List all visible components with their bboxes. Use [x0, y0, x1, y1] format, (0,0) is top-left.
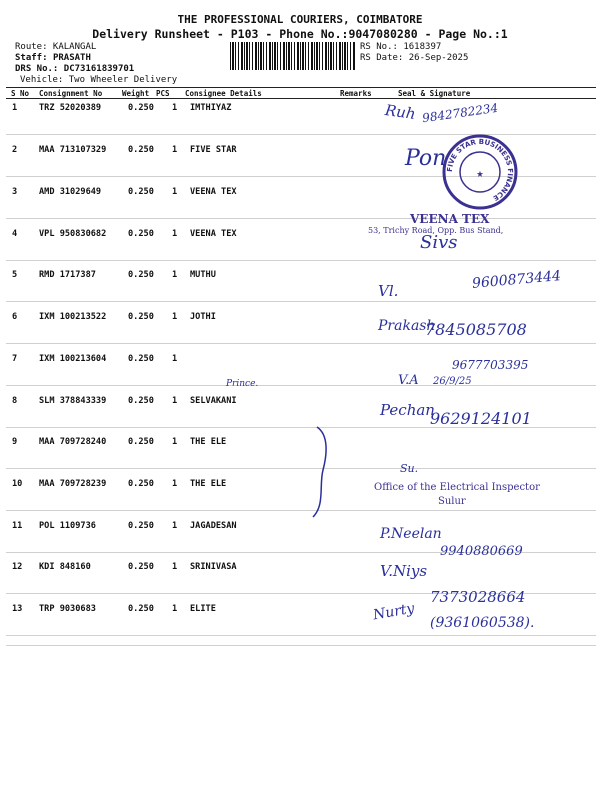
- row-sno: 11: [12, 521, 23, 531]
- handwritten-prince: Prince.: [226, 379, 259, 389]
- row-pcs: 1: [172, 396, 178, 406]
- signature-8: Pechan: [380, 401, 435, 419]
- row-weight: 0.250: [128, 562, 154, 572]
- row-sno: 3: [12, 187, 18, 197]
- row-pcs: 1: [172, 103, 178, 113]
- staff-label: Staff:: [15, 53, 48, 63]
- signature-2: Pon: [405, 146, 447, 171]
- row-sno: 7: [12, 354, 18, 364]
- row-sno: 10: [12, 479, 23, 489]
- row-consignment: MAA 709728239: [39, 479, 107, 489]
- col-seal: Seal & Signature: [398, 89, 471, 98]
- row-divider: [6, 510, 596, 511]
- row-divider: [6, 301, 596, 302]
- row-consignee: VEENA TEX: [190, 187, 237, 197]
- row-weight: 0.250: [128, 312, 154, 322]
- row-weight: 0.250: [128, 396, 154, 406]
- row-sno: 8: [12, 396, 18, 406]
- signature-13: Nurty: [371, 600, 416, 624]
- row-weight: 0.250: [128, 229, 154, 239]
- row-consignment: POL 1109736: [39, 521, 96, 531]
- row-pcs: 1: [172, 270, 178, 280]
- col-pcs: PCS: [156, 89, 170, 98]
- row-consignee: VEENA TEX: [190, 229, 237, 239]
- row-pcs: 1: [172, 354, 178, 364]
- row-consignee: ELITE: [190, 604, 216, 614]
- col-weight: Weight: [122, 89, 150, 98]
- table-row: [0, 437, 600, 478]
- signature-4: Sivs: [420, 232, 458, 253]
- row-divider: [6, 468, 596, 469]
- signature-7: V.A: [398, 373, 419, 388]
- handwritten-phone-11: 9940880669: [440, 544, 523, 559]
- row-pcs: 1: [172, 437, 178, 447]
- electrical-inspector-stamp: Office of the Electrical Inspector: [374, 482, 540, 493]
- handwritten-phone-5: 9600873444: [471, 268, 562, 292]
- row-consignee: FIVE STAR: [190, 145, 237, 155]
- row-consignment: VPL 950830682: [39, 229, 107, 239]
- row-pcs: 1: [172, 479, 178, 489]
- row-consignment: MAA 713107329: [39, 145, 107, 155]
- row-consignment: AMD 31029649: [39, 187, 102, 197]
- row-pcs: 1: [172, 604, 178, 614]
- row-consignment: IXM 100213604: [39, 354, 107, 364]
- handwritten-phone-1: 9842782234: [421, 100, 499, 126]
- electrical-inspector-place: Sulur: [438, 496, 466, 507]
- row-consignee: SRINIVASA: [190, 562, 237, 572]
- drs-line: [15, 64, 134, 74]
- col-remarks: Remarks: [340, 89, 372, 98]
- row-pcs: 1: [172, 312, 178, 322]
- drs-label: DRS No.:: [15, 64, 59, 74]
- row-consignment: MAA 709728240: [39, 437, 107, 447]
- row-sno: 6: [12, 312, 18, 322]
- row-sno: 9: [12, 437, 18, 447]
- row-consignee: THE ELE: [190, 479, 227, 489]
- row-weight: 0.250: [128, 103, 154, 113]
- row-sno: 4: [12, 229, 18, 239]
- row-consignee: JAGADESAN: [190, 521, 237, 531]
- signature-5: Vl.: [378, 282, 399, 300]
- handwritten-phone-6: 7845085708: [425, 320, 527, 339]
- handwritten-phone-7: 9677703395: [452, 358, 529, 372]
- row-pcs: 1: [172, 229, 178, 239]
- rs-date: RS Date: 26-Sep-2025: [360, 53, 469, 63]
- signature-11: P.Neelan: [380, 526, 442, 542]
- row-consignee: SELVAKANI: [190, 396, 237, 406]
- row-consignment: TRZ 52020389: [39, 103, 102, 113]
- row-divider: [6, 635, 596, 636]
- row-divider: [6, 385, 596, 386]
- row-divider: [6, 218, 596, 219]
- handwritten-phone-8: 9629124101: [430, 409, 532, 428]
- row-pcs: 1: [172, 562, 178, 572]
- row-weight: 0.250: [128, 479, 154, 489]
- col-consignment: Consignment No: [39, 89, 103, 98]
- row-consignment: IXM 100213522: [39, 312, 107, 322]
- table-bottom-rule: [6, 645, 596, 646]
- signature-10: Su.: [400, 462, 419, 475]
- staff-name: PRASATH: [52, 53, 91, 63]
- row-sno: 5: [12, 270, 18, 280]
- row-consignment: TRP 9030683: [39, 604, 96, 614]
- row-weight: 0.250: [128, 437, 154, 447]
- drs-number: DC73161839701: [63, 64, 135, 74]
- barcode-image: [230, 42, 356, 70]
- col-consignee: Consignee Details: [185, 89, 262, 98]
- row-sno: 12: [12, 562, 23, 572]
- vehicle-label: Vehicle: Two Wheeler Delivery: [20, 75, 178, 85]
- row-weight: 0.250: [128, 145, 154, 155]
- rs-number: RS No.: 1618397: [360, 42, 442, 52]
- row-sno: 1: [12, 103, 18, 113]
- row-weight: 0.250: [128, 187, 154, 197]
- handwritten-phone-12: 7373028664: [430, 588, 526, 606]
- row-consignee: MUTHU: [190, 270, 216, 280]
- row-consignee: IMTHIYAZ: [190, 103, 232, 113]
- veena-tex-stamp-address: 53, Trichy Road, Opp. Bus Stand,: [368, 226, 504, 235]
- company-title: THE PROFESSIONAL COURIERS, COIMBATORE: [177, 13, 423, 26]
- veena-tex-stamp-title: VEENA TEX: [410, 212, 490, 226]
- row-weight: 0.250: [128, 604, 154, 614]
- staff-line: [15, 53, 91, 63]
- row-divider: [6, 260, 596, 261]
- row-pcs: 1: [172, 145, 178, 155]
- header-bottom-rule: [6, 98, 596, 99]
- five-star-stamp-text: FIVE STAR BUSINESS FINANCE: [445, 137, 515, 203]
- five-star-stamp: [440, 132, 520, 212]
- bracket-mark: [305, 425, 335, 520]
- col-sno: S No: [11, 89, 30, 98]
- row-consignee: JOTHI: [190, 312, 216, 322]
- row-weight: 0.250: [128, 270, 154, 280]
- signature-1: Ruh: [383, 100, 417, 124]
- runsheet-subtitle: Delivery Runsheet - P103 - Phone No.:9047080280 - Page No.:1: [92, 27, 508, 41]
- route-label: Route: KALANGAL: [15, 42, 97, 52]
- row-divider: [6, 343, 596, 344]
- handwritten-phone-13: (9361060538).: [430, 615, 535, 631]
- handwritten-name-12: V.Niys: [380, 562, 428, 580]
- row-consignee: THE ELE: [190, 437, 227, 447]
- row-pcs: 1: [172, 187, 178, 197]
- row-pcs: 1: [172, 521, 178, 531]
- table-row: [0, 229, 600, 270]
- header-top-rule: [6, 87, 596, 88]
- row-sno: 13: [12, 604, 23, 614]
- row-consignment: SLM 378843339: [39, 396, 107, 406]
- row-consignment: KDI 848160: [39, 562, 91, 572]
- handwritten-date-7: 26/9/25: [433, 376, 472, 387]
- row-weight: 0.250: [128, 354, 154, 364]
- row-sno: 2: [12, 145, 18, 155]
- handwritten-name-6: Prakash: [378, 318, 436, 334]
- svg-text:★: ★: [476, 166, 484, 180]
- row-consignment: RMD 1717387: [39, 270, 96, 280]
- row-weight: 0.250: [128, 521, 154, 531]
